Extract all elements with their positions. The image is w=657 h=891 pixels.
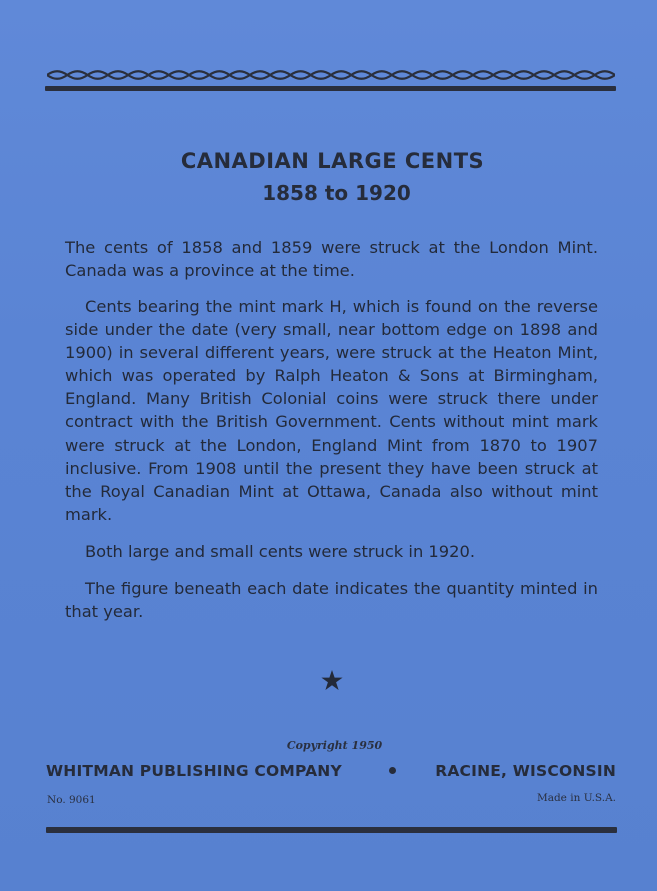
made-in-label: Made in U.S.A. [536, 792, 616, 804]
star-icon [320, 669, 344, 693]
catalog-number: No. 9061 [47, 794, 96, 806]
page-subtitle: 1858 to 1920 [262, 181, 411, 205]
paragraph-quantity-note: The figure beneath each date indicates the quantity minted in that year. [65, 579, 598, 622]
page-title: CANADIAN LARGE CENTS [180, 149, 485, 173]
copyright-notice: Copyright 1950 [286, 739, 383, 752]
paragraph-heaton-mint: Cents bearing the mint mark H, which is found on the reverse side under the date (very small, near bottom edge on 1898 and 1900) in several different years, were struck at the Heaton Mint, which was operated by Ralph Heaton & Sons at Birmingham, England. Many British Colonial coins were struck there under contract with the British Government. Cents without mint mark were struck at the London, England Mint from 1870 to 1907 inclusive. From 1908 until the present they have been struck at the Royal Canadian Mint at Ottawa, Canada also without mint mark. [65, 297, 598, 524]
bullet-icon [389, 767, 396, 774]
top-rule [45, 86, 616, 91]
publisher-city: RACINE, WISCONSIN [435, 762, 616, 780]
paragraph-1920: Both large and small cents were struck in 1920. [85, 542, 476, 561]
publisher-name: WHITMAN PUBLISHING COMPANY [46, 762, 342, 780]
bottom-rule [46, 827, 617, 833]
chain-border-icon [47, 66, 615, 84]
paragraph-london-mint: The cents of 1858 and 1859 were struck at the London Mint. Canada was a province at the time. [65, 238, 598, 281]
